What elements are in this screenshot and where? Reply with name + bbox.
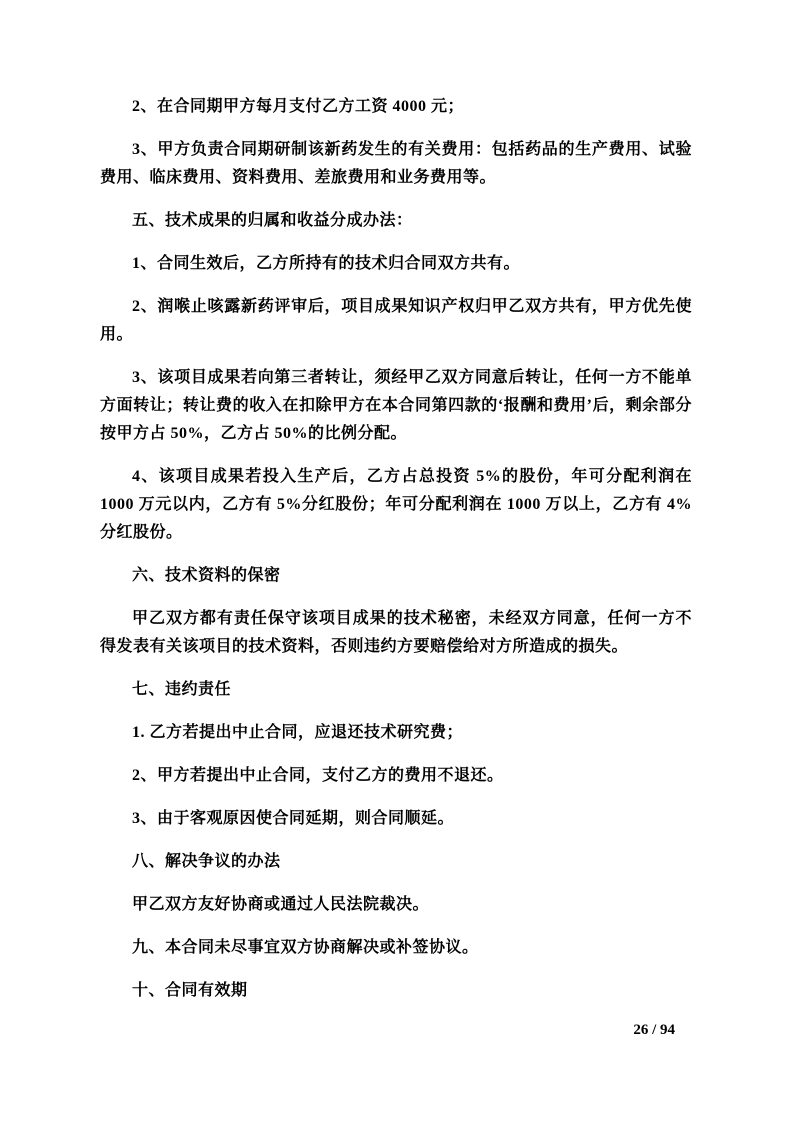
contract-paragraph: 3、该项目成果若向第三者转让，须经甲乙双方同意后转让，任何一方不能单方面转让；转让费的收入在扣除甲方在本合同第四款的‘报酬和费用’后，剩余部分按甲方占 50%，乙方占 50%的比例分配。 (100, 369, 692, 442)
contract-paragraph: 3、由于客观原因使合同延期，则合同顺延。 (132, 810, 455, 827)
contract-paragraph: 1. 乙方若提出中止合同，应退还技术研究费； (132, 724, 464, 741)
document-body (100, 93, 692, 1020)
contract-paragraph: 甲乙双方友好协商或通过人民法院裁决。 (132, 896, 430, 913)
contract-paragraph: 4、该项目成果若投入生产后，乙方占总投资 5%的股份，年可分配利润在 1000 万元以内，乙方有 5%分红股份；年可分配利润在 1000 万以上，乙方有 4%分红股份。 (100, 468, 692, 541)
contract-section-heading: 七、违约责任 (132, 681, 232, 698)
contract-section-heading: 五、技术成果的归属和收益分成办法： (132, 212, 413, 229)
contract-section-heading: 八、解决争议的办法 (132, 853, 281, 870)
contract-paragraph: 九、本合同未尽事宜双方协商解决或补签协议。 (132, 939, 479, 956)
page-number: 26 / 94 (633, 1022, 675, 1038)
contract-section-heading: 十、合同有效期 (132, 982, 248, 999)
contract-section-heading: 六、技术资料的保密 (132, 567, 281, 584)
contract-paragraph: 3、甲方负责合同期研制该新药发生的有关费用：包括药品的生产费用、试验费用、临床费用、资料费用、差旅费用和业务费用等。 (100, 141, 692, 186)
contract-paragraph: 2、甲方若提出中止合同，支付乙方的费用不退还。 (132, 767, 504, 784)
contract-paragraph: 2、在合同期甲方每月支付乙方工资 4000 元； (132, 98, 465, 115)
contract-paragraph: 1、合同生效后，乙方所持有的技术归合同双方共有。 (132, 255, 521, 272)
contract-paragraph: 甲乙双方都有责任保守该项目成果的技术秘密，未经双方同意，任何一方不得发表有关该项目的技术资料，否则违约方要赔偿给对方所造成的损失。 (100, 610, 692, 655)
contract-paragraph: 2、润喉止咳露新药评审后，项目成果知识产权归甲乙双方共有，甲方优先使用。 (100, 298, 692, 343)
